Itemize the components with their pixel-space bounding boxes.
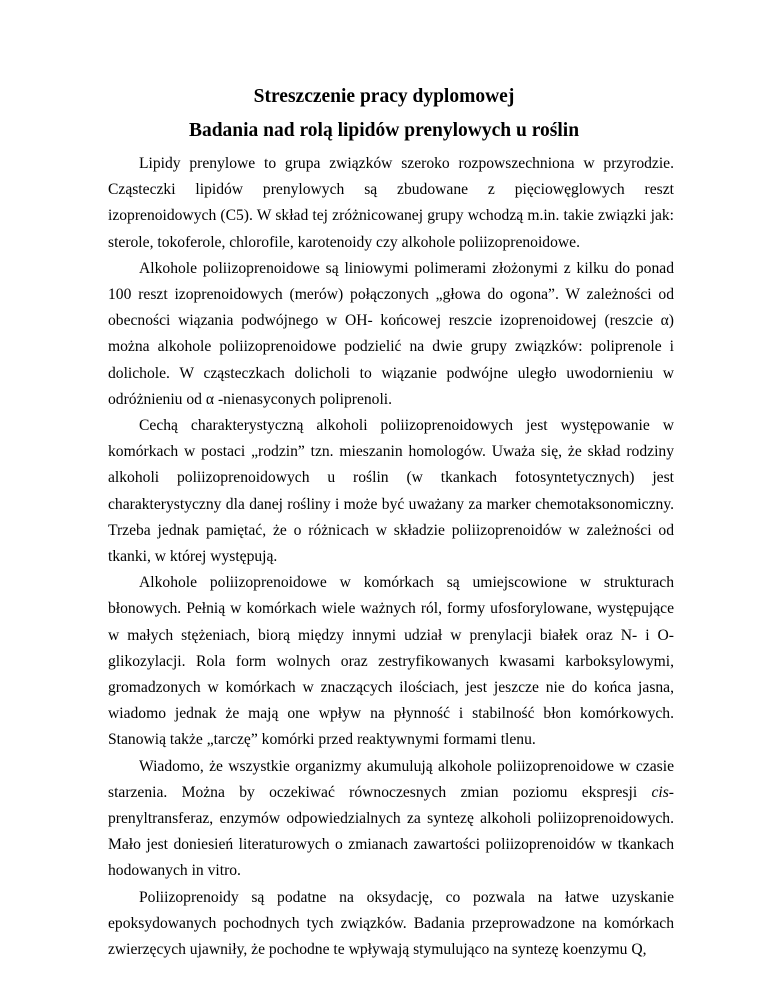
paragraph-aging	[108, 754, 674, 885]
aging-text-after: -prenyltransferaz, enzymów odpowiedzialnych za syntezę alkoholi poliizoprenoidowych.	[108, 783, 674, 828]
document-title: Streszczenie pracy dyplomowej	[253, 86, 515, 107]
aging-text-italic: cis	[651, 783, 669, 801]
paragraph-polyisoprenoid-alcohols: Alkohole poliizoprenoidowe są liniowymi polimerami złożonymi z kilku do ponad 100 reszt izoprenoidowych (merów) połączonych „głowa do ogona”. W zależności od obecności wiązania podwójnego w OH- końcowej reszcie izoprenoidowej (reszcie α) można alkohole poliizoprenoidowe podzielić na dwie grupy związków: poliprenole i dolichole. W cząsteczkach dolicholi to wiązanie podwójne uległo uwodornieniu w odróżnieniu od α -nienasyconych poliprenoli.	[108, 259, 674, 408]
aging-text-before: Wiadomo, że wszystkie organizmy akumulują alkohole poliizoprenoidowe w czasie starzenia. Można by oczekiwać równoczesnych zmian poziomu ekspresji	[108, 757, 674, 801]
document-body	[108, 151, 674, 963]
aging-text-continuation: Mało jest doniesień literaturowych o zmianach zawartości poliizoprenoidów w tkankach hodowanych in vitro.	[108, 836, 674, 880]
paragraph-families: Cechą charakterystyczną alkoholi poliizoprenoidowych jest występowanie w komórkach w postaci „rodzin” tzn. mieszanin homologów. Uważa się, że skład rodziny alkoholi poliizoprenoidowych u roślin (w tkankach fotosyntetycznych) jest charakterystyczny dla danej rośliny i może być uważany za marker chemotaksonomiczny. Trzeba jednak pamiętać, że o różnicach w składzie poliizoprenoidów w zależności od tkanki, w której występują.	[108, 417, 674, 566]
paragraph-oxidation: Poliizoprenoidy są podatne na oksydację, co pozwala na łatwe uzyskanie epoksydowanych pochodnych tych związków. Badania przeprowadzone na komórkach zwierzęcych ujawniły, że pochodne te wpływają stymulująco na syntezę koenzymu Q,	[108, 888, 674, 959]
paragraph-membrane-roles: Alkohole poliizoprenoidowe w komórkach są umiejscowione w strukturach błonowych. Pełnią w komórkach wiele ważnych ról, formy ufosforylowane, występujące w małych stężeniach, biorą między innymi udział w prenylacji białek oraz N- i O-glikozylacji. Rola form wolnych oraz zestryfikowanych kwasami karboksylowymi, gromadzonych w komórkach w znaczących ilościach, jest jeszcze nie do końca jasna, wiadomo jednak że mają one wpływ na płynność i stabilność błon komórkowych. Stanowią także „tarczę” komórki przed reaktywnymi formami tlenu.	[108, 574, 674, 749]
document-subtitle: Badania nad rolą lipidów prenylowych u roślin	[188, 120, 580, 141]
paragraph-intro: Lipidy prenylowe to grupa związków szeroko rozpowszechniona w przyrodzie. Cząsteczki lipidów prenylowych są zbudowane z pięciowęglowych reszt izoprenoidowych (C5). W skład tej zróżnicowanej grupy wchodzą m.in. takie związki jak: sterole, tokoferole, chlorofile, karotenoidy czy alkohole poliizoprenoidowe.	[108, 155, 674, 251]
